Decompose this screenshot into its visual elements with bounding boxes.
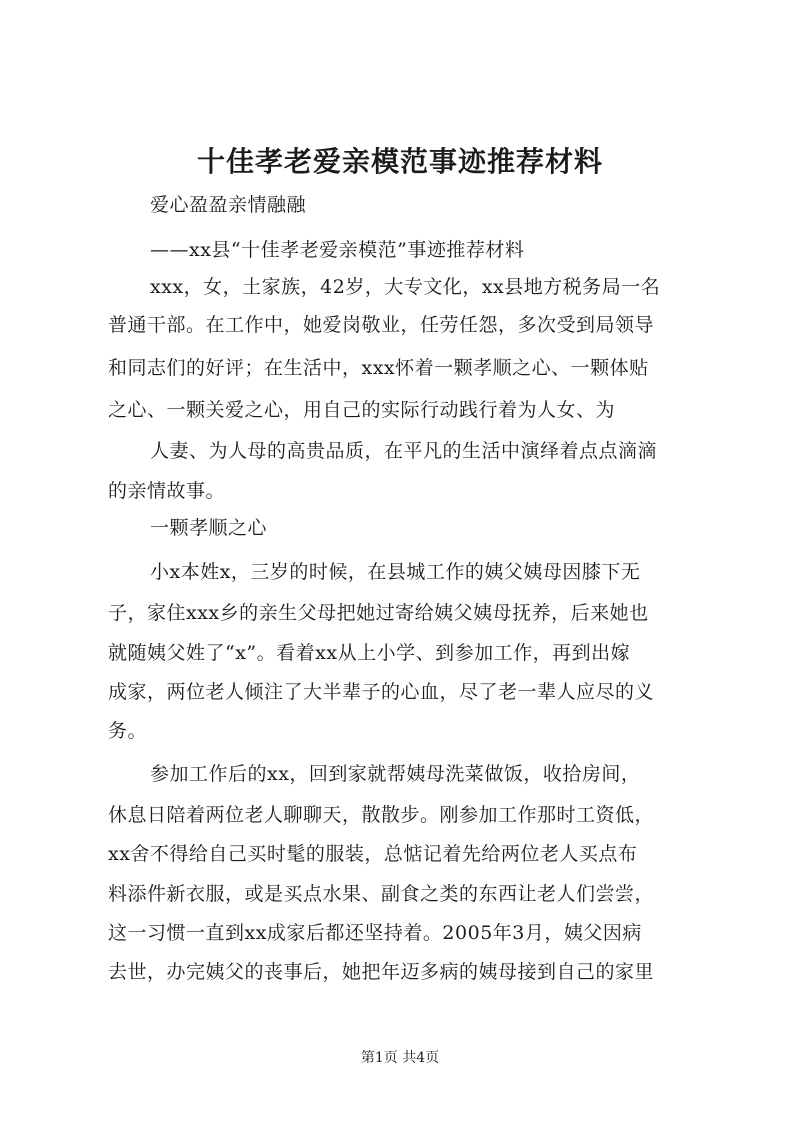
paragraph-line: 这一习惯一直到xx成家后都还坚持着。2005年3月，姨父因病 [108,922,642,944]
paragraph-line: 休息日陪着两位老人聊聊天，散散步。刚参加工作那时工资低， [108,804,655,826]
paragraph-line: 就随姨父姓了“x”。看着xx从上小学、到参加工作，再到出嫁 [108,642,631,664]
paragraph-line: 参加工作后的xx，回到家就帮姨母洗菜做饭，收拾房间， [150,763,641,785]
paragraph-line: 务。 [108,720,148,742]
paragraph-line: 人妻、为人母的高贵品质，在平凡的生活中演绎着点点滴滴 [150,440,658,462]
paragraph-line: xx舍不得给自己买时髦的服装，总惦记着先给两位老人买点布 [108,843,638,865]
paragraph-line: 和同志们的好评；在生活中，xxx怀着一颗孝顺之心、一颗体贴 [108,357,649,379]
paragraph-line: 的亲情故事。 [108,480,226,502]
paragraph-line: 小x本姓x，三岁的时候，在县城工作的姨父姨母因膝下无 [150,561,641,583]
paragraph-line: 之心、一颗关爱之心，用自己的实际行动践行着为人女、为 [108,399,616,421]
paragraph-line: 子，家住xxx乡的亲生父母把她过寄给姨父姨母抚养，后来她也 [108,602,649,624]
paragraph-line: xxx，女，土家族，42岁，大专文化，xx县地方税务局一名 [150,276,661,298]
paragraph-line: 去世，办完姨父的丧事后，她把年迈多病的姨母接到自己的家里 [108,961,655,983]
paragraph-line: 普通干部。在工作中，她爱岗敬业，任劳任怨，多次受到局领导 [108,314,655,336]
document-title: 十佳孝老爱亲模范事迹推荐材料 [196,145,603,178]
subtitle-line: 爱心盈盈亲情融融 [150,194,307,216]
paragraph-line: 料添件新衣服，或是买点水果、副食之类的东西让老人们尝尝， [108,883,655,905]
page-number-footer: 第1页 共4页 [360,1050,440,1066]
subtitle-line: ——xx县“十佳孝老爱亲模范”事迹推荐材料 [150,239,525,261]
section-heading: 一颗孝顺之心 [150,517,268,539]
paragraph-line: 成家，两位老人倾注了大半辈子的心血，尽了老一辈人应尽的义 [108,681,655,703]
